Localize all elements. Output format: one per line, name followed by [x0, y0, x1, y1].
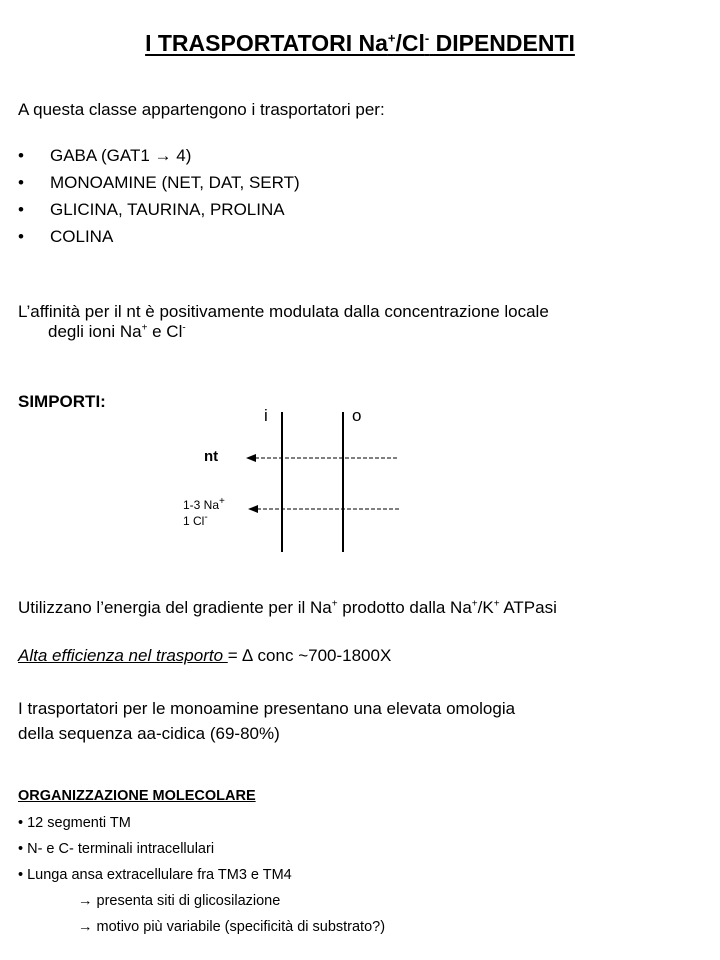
list-item: • Lunga ansa extracellulare fra TM3 e TM4: [18, 867, 292, 883]
molecular-organization: [18, 788, 385, 940]
list-item: • 12 segmenti TM: [18, 815, 131, 831]
page-title: I TRASPORTATORI Na+/Cl- DIPENDENTI: [145, 30, 575, 56]
list-item: • COLINA: [18, 227, 114, 246]
outside-label: o: [352, 406, 362, 425]
sub-list-item: → motivo più variabile (specificità di substrato?): [78, 919, 386, 935]
gradient-text: Utilizzano l’energia del gradiente per il Na+ prodotto dalla Na+/K+ ATPasi: [18, 598, 557, 617]
list-item: • GABA (GAT1 → 4): [18, 146, 192, 165]
efficiency-text: Alta efficienza nel trasporto = ∆ conc ~700-1800X: [18, 646, 392, 665]
list-item: • N- e C- terminali intracellulari: [18, 841, 215, 857]
simporti-heading: SIMPORTI:: [18, 392, 106, 411]
membrane-drawing: [0, 380, 720, 570]
intro-text: A questa classe appartengono i trasportatori per:: [18, 100, 385, 119]
nt-arrowhead: [246, 454, 256, 462]
ions-arrowhead: [248, 505, 258, 513]
sub-list-item: → presenta siti di glicosilazione: [78, 893, 281, 909]
list-item: • GLICINA, TAURINA, PROLINA: [18, 200, 285, 219]
nt-label: nt: [204, 448, 219, 465]
ions-label: 1-3 Na+ 1 Cl-: [183, 496, 225, 528]
organization-heading: ORGANIZZAZIONE MOLECOLARE: [18, 788, 256, 804]
inside-label: i: [264, 406, 268, 425]
transporter-list: [18, 146, 300, 254]
symport-diagram: [0, 380, 720, 570]
list-item: • MONOAMINE (NET, DAT, SERT): [18, 173, 300, 192]
homology-text: I trasportatori per le monoamine presentano una elevata omologia della sequenza aa-cidica (69-80%): [18, 699, 516, 743]
affinity-paragraph: L’affinità per il nt è positivamente modulata dalla concentrazione locale degli ioni Na+ e Cl-: [18, 302, 549, 341]
